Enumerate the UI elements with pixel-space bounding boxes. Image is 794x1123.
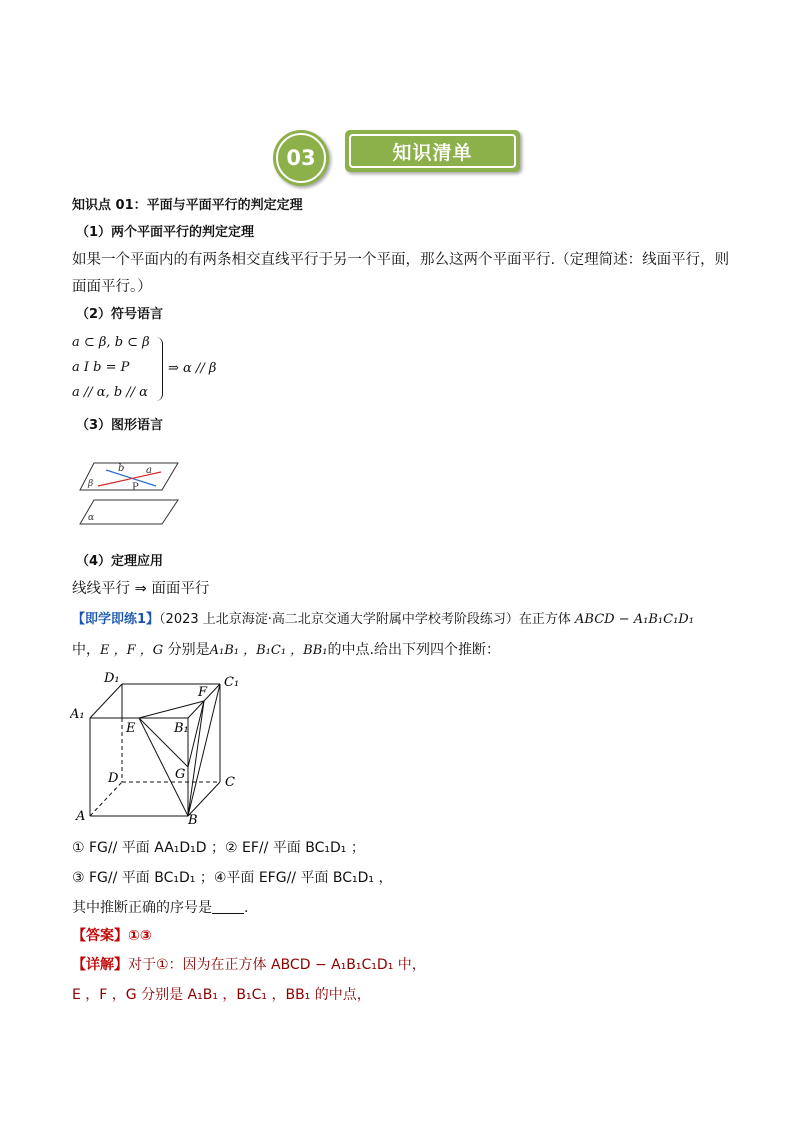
answer-blank: [212, 899, 244, 914]
exercise-tag: 【即学即练1】: [72, 612, 160, 627]
cube-label-A: A: [76, 809, 86, 824]
label-alpha: α: [88, 513, 95, 523]
exercise-line2-mid: 分别是: [167, 642, 210, 658]
question-end: .: [244, 900, 249, 916]
parallel-planes-figure: [76, 458, 186, 528]
subsection-4-title: （4）定理应用: [76, 554, 164, 569]
exercise-segments: A₁B₁ ，B₁C₁ ，BB₁: [209, 643, 328, 658]
label-b: b: [118, 463, 125, 474]
subsection-2-title: （2）符号语言: [76, 307, 164, 322]
cube-label-B: B: [188, 813, 198, 828]
exercise-source: （2023 上北京海淀·高二北京交通大学附属中学校考阶段练习）在正方体: [159, 612, 571, 627]
symbolic-conclusion: ⇒ α // β: [168, 361, 217, 376]
cube-label-E: E: [126, 721, 136, 736]
question-line: [72, 898, 248, 918]
answer-line: [72, 926, 152, 946]
cube-label-C: C: [225, 775, 235, 790]
exercise-line2-suffix: 的中点.给出下列四个推断：: [327, 642, 500, 658]
section-title: 知识清单: [349, 134, 516, 168]
section-banner: [270, 126, 525, 186]
symbolic-line-2: a I b = P: [72, 360, 130, 375]
plane-beta: [80, 463, 178, 490]
question-text: 其中推断正确的序号是: [72, 900, 212, 916]
cube-label-G: G: [175, 767, 186, 782]
symbolic-line-3: a // α, b // α: [72, 385, 148, 400]
symbolic-language-block: [72, 335, 272, 405]
detail-text-1: 对于①：因为在正方体 ABCD − A₁B₁C₁D₁ 中，: [128, 957, 426, 973]
options-line-2: ③ FG// 平面 BC₁D₁ ；④平面 EFG// 平面 BC₁D₁ ，: [72, 870, 393, 886]
label-P: P: [132, 482, 139, 493]
detail-line-1: [72, 955, 426, 975]
exercise-line-1: [72, 610, 694, 630]
knowledge-point-heading: 知识点 01：平面与平面平行的判定定理: [72, 198, 303, 213]
options-line-1: ① FG// 平面 AA₁D₁D ；② EF// 平面 BC₁D₁ ；: [72, 840, 365, 856]
theorem-statement: 如果一个平面内的有两条相交直线平行于另一个平面，那么这两个平面平行.（定理简述：线面平行，则面面平行。）: [72, 252, 730, 295]
detail-tag: 【详解】: [72, 957, 128, 973]
cube-label-B1: B₁: [174, 721, 189, 736]
symbolic-line-1: a ⊂ β, b ⊂ β: [72, 335, 150, 350]
plane-alpha: [80, 500, 178, 524]
detail-line-2: E ，F ，G 分别是 A₁B₁ ，B₁C₁ ，BB₁ 的中点，: [72, 987, 371, 1003]
answer-value: ①③: [128, 928, 152, 944]
section-title-bar: [345, 130, 520, 172]
answer-tag: 【答案】: [72, 928, 128, 944]
label-a: a: [146, 465, 152, 476]
subsection-1-title: （1）两个平面平行的判定定理: [76, 225, 255, 240]
exercise-points: E ，F ，G: [100, 643, 164, 658]
symbolic-brace: [156, 337, 163, 401]
cube-label-D1: D₁: [104, 671, 120, 686]
exercise-line2-prefix: 中，: [72, 642, 100, 658]
cube-label-F: F: [198, 685, 208, 700]
theorem-application: 线线平行 ⇒ 面面平行: [72, 581, 210, 597]
section-number-badge: [273, 130, 329, 186]
cube-figure: [70, 668, 245, 828]
section-number: 03: [276, 133, 326, 183]
cube-label-D: D: [108, 771, 119, 786]
cube-label-C1: C₁: [224, 675, 240, 690]
exercise-cube-name: ABCD − A₁B₁C₁D₁: [575, 612, 694, 627]
exercise-line-2: [72, 640, 500, 661]
label-beta: β: [88, 479, 94, 489]
cube-label-A1: A₁: [70, 707, 85, 722]
subsection-3-title: （3）图形语言: [76, 418, 164, 433]
